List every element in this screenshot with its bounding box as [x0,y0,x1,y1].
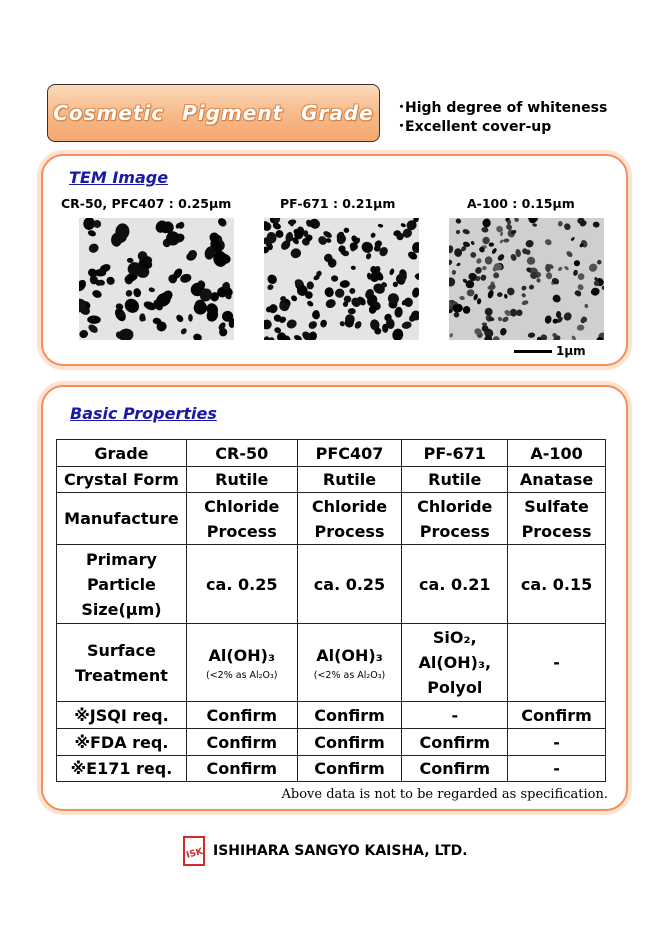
label-line: Size(μm) [81,599,162,619]
properties-table [56,439,606,782]
svg-text:ISK: ISK [185,846,205,861]
table-row-fda [57,729,606,756]
scale-bar-label: 1μm [556,344,586,358]
cell-line: Chloride [311,496,388,516]
properties-section-title: Basic Properties [70,404,217,423]
tem-section-title: TEM Image [69,168,169,187]
cell-main: Al(OH)₃ [316,645,383,665]
table-cell: Rutile [297,467,402,493]
tem-particle [466,280,475,288]
table-row-manufacture [57,493,606,545]
label-line: Particle [86,574,156,594]
table-cell: Confirm [297,756,402,782]
tem-image-a100 [449,218,604,340]
row-label: ※JSQI req. [57,702,187,729]
cell-line: Chloride [204,496,280,516]
table-cell [186,624,297,702]
table-cell: Rutile [402,467,508,493]
table-cell: - [402,702,508,729]
tem-image-pf671 [264,218,419,340]
cell-line: Process [314,521,385,541]
header-cell: PFC407 [297,440,402,467]
table-cell: Confirm [186,756,297,782]
grade-title-box [47,84,380,142]
table-cell [508,493,606,545]
table-row-jsqi [57,702,606,729]
table-cell: ca. 0.25 [186,545,297,624]
isk-logo-icon [183,836,205,866]
tem-image-cr50 [79,218,234,340]
scale-bar [514,350,552,353]
table-row-particle-size [57,545,606,624]
page-title: Cosmetic Pigment Grade [53,101,374,125]
cell-sub: (<2% as Al₂O₃) [313,669,386,681]
specification-disclaimer: Above data is not to be regarded as specification. [281,787,608,802]
table-cell: Confirm [186,702,297,729]
header-cell: CR-50 [186,440,297,467]
cell-main: Al(OH)₃ [208,645,275,665]
cell-line: Process [206,521,277,541]
table-cell: Confirm [402,756,508,782]
row-label [57,545,187,624]
tem-caption-pf671: PF-671 : 0.21μm [280,196,396,211]
table-cell: Confirm [297,702,402,729]
cell-line: Polyol [427,678,483,697]
row-label: ※FDA req. [57,729,187,756]
header-cell: Grade [57,440,187,467]
cell-line: Process [521,521,592,541]
table-cell: Confirm [297,729,402,756]
header-cell: A-100 [508,440,606,467]
cell-line: Chloride [417,496,493,516]
table-cell [402,624,508,702]
table-cell: Confirm [508,702,606,729]
table-cell: Rutile [186,467,297,493]
table-cell [186,493,297,545]
table-cell [297,624,402,702]
table-row-surface-treatment [57,624,606,702]
table-cell: - [508,756,606,782]
tem-caption-cr50: CR-50, PFC407 : 0.25μm [61,196,232,211]
table-cell: Confirm [186,729,297,756]
row-label: Manufacture [57,493,187,545]
table-cell: - [508,624,606,702]
table-cell: - [508,729,606,756]
cell-line: SiO₂, [432,628,477,647]
table-cell [297,493,402,545]
company-name: ISHIHARA SANGYO KAISHA, LTD. [213,843,468,859]
cell-line: Process [419,521,490,541]
table-row-grade [57,440,606,467]
label-line: Surface [86,640,156,660]
table-cell: ca. 0.21 [402,545,508,624]
table-cell: Confirm [402,729,508,756]
table-cell: Anatase [508,467,606,493]
row-label [57,624,187,702]
feature-list [398,99,607,137]
cell-line: Al(OH)₃, [418,653,492,672]
feature-whiteness: ･High degree of whiteness [398,100,608,116]
table-cell [402,493,508,545]
table-cell: ca. 0.15 [508,545,606,624]
label-line: Primary [86,549,157,569]
row-label: ※E171 req. [57,756,187,782]
label-line: Treatment [74,665,168,685]
cell-line: Sulfate [524,496,589,516]
table-cell: ca. 0.25 [297,545,402,624]
cell-sub: (<2% as Al₂O₃) [206,669,278,681]
tem-caption-a100: A-100 : 0.15μm [467,196,575,211]
feature-cover-up: ･Excellent cover-up [398,119,552,135]
table-row-crystal-form [57,467,606,493]
row-label: Crystal Form [57,467,187,493]
header-cell: PF-671 [402,440,508,467]
tem-particle [558,221,563,227]
table-row-e171 [57,756,606,782]
